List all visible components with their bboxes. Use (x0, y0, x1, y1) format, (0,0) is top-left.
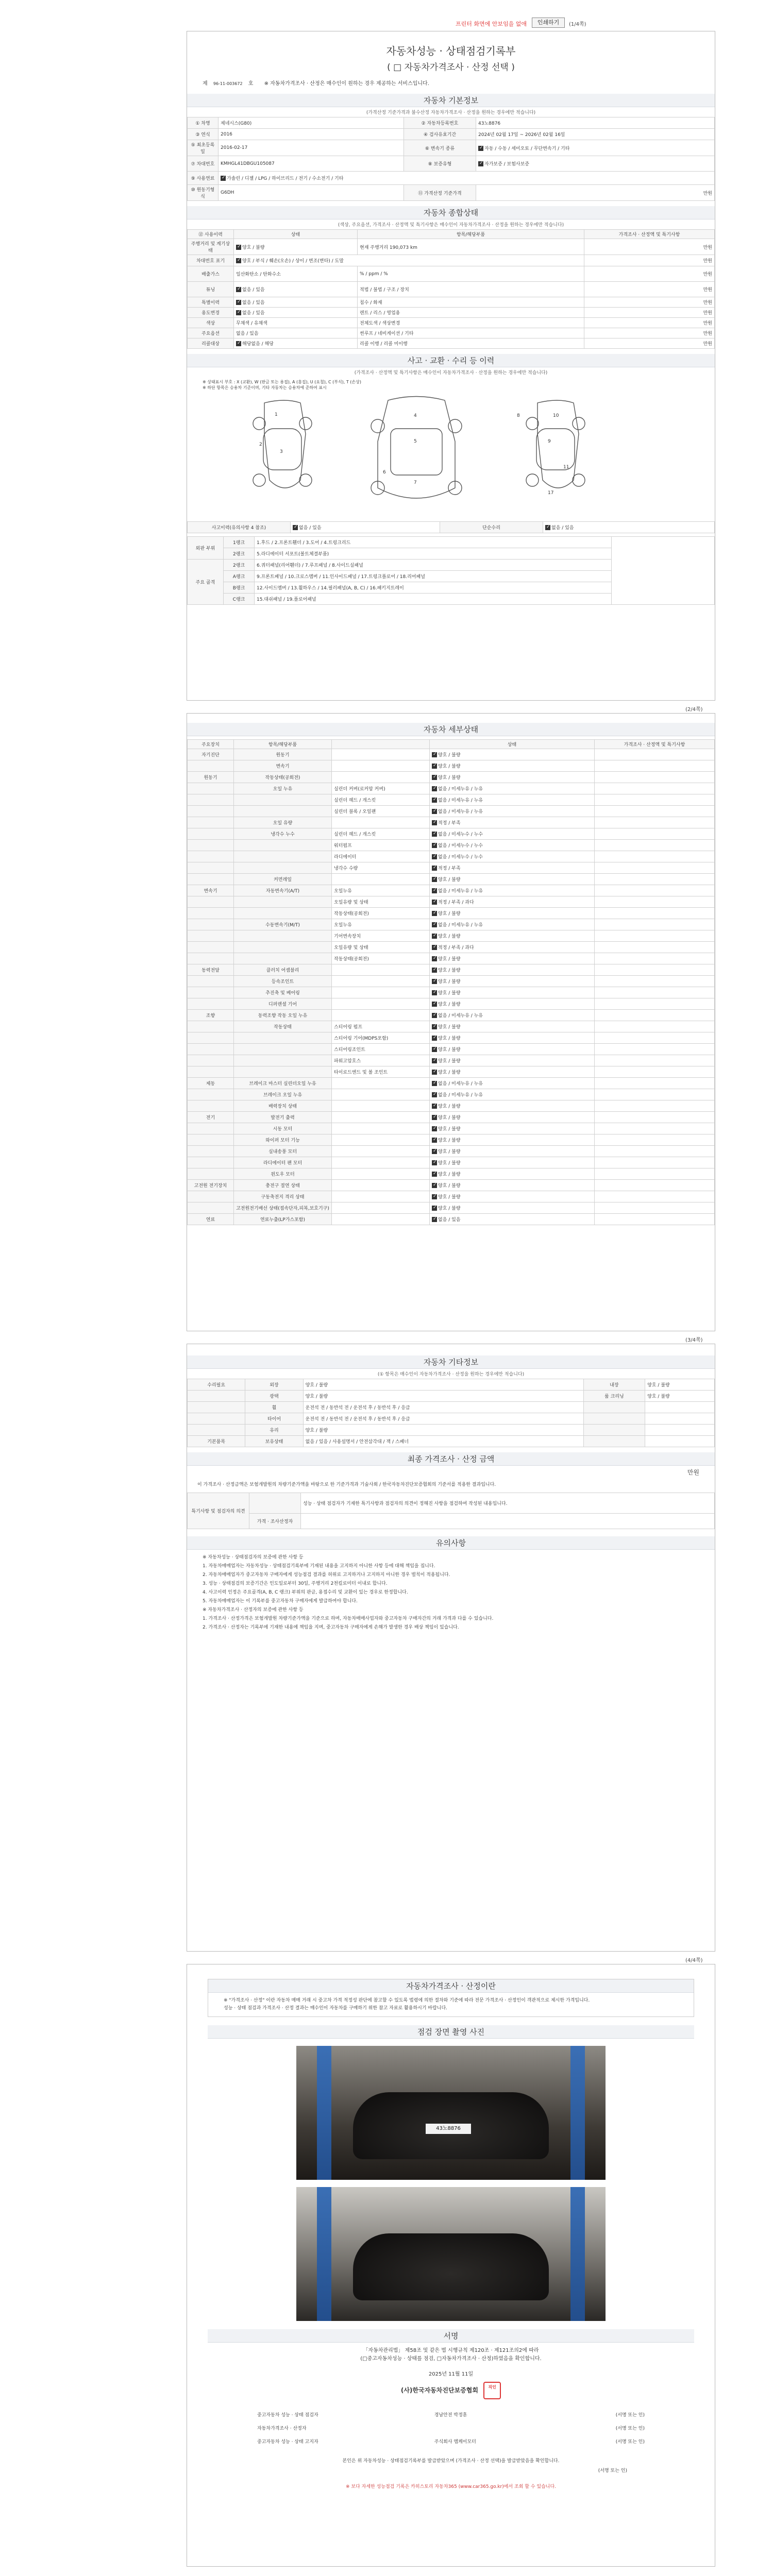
table-row: 오일 유량 ✓ 적정 / 부족 (188, 817, 715, 828)
overall-head: 자동차 종합상태 (187, 206, 715, 219)
table-row: 사고이력(유의사항 4 참조) ✓ 없음 / 있음 단순수리 ✓ 없음 / 있음 (188, 522, 715, 533)
doc-title: 자동차성능 · 상태점검기록부 (386, 45, 516, 57)
diagram-number: 11 (563, 465, 569, 470)
final-price-head: 최종 가격조사 · 산정 금액 (187, 1452, 715, 1466)
receive-sign: (서명 또는 인) (598, 2468, 627, 2473)
sign-table (255, 2408, 647, 2448)
diagram-number: 1 (275, 412, 278, 417)
accident-legend-2: ※ 하단 항목은 승용차 기준이며, 기타 자동차는 승용차에 준하여 표시 (203, 385, 327, 390)
overall-sub: (색상, 주요옵션, 가격조사 · 산정액 및 특기사항은 매수인이 자동차가격조사 · 산정을 원하는 경우에만 적습니다) (338, 223, 564, 228)
doc-no-suffix: 호 (248, 81, 254, 87)
table-row: 윈도우 모터 ✓ 양호 / 불량 (188, 1168, 715, 1180)
intro-text-2: 성능 · 상태 점검과 가격조사 · 산정 결과는 매수인이 자동차를 구매하기 위한 참고 자료로 활용하시기 바랍니다. (224, 2006, 448, 2011)
intro-head: 자동차가격조사 · 산정이란 (208, 1979, 694, 1993)
basic-info-head: 자동차 기본정보 (187, 94, 715, 107)
diagram-number: 8 (517, 413, 520, 418)
page-label-3: (3/4쪽) (685, 1337, 703, 1343)
table-row: 차대번호 표기 ✓ 양호 / 부식 / 훼손(오손) / 상이 / 변조(변타) / 도말 만원 (188, 255, 715, 266)
status-checkbox (432, 1217, 437, 1222)
table-row: 냉각수 수량 ✓ 적정 / 부족 (188, 862, 715, 874)
diagram-number: 10 (553, 413, 559, 418)
table-row: B랭크 12.사이드멤버 / 13.휠하우스 / 14.필러패널(A, B, C) / 16.패키지트레이 (188, 582, 715, 594)
status-checkbox (432, 1024, 437, 1029)
table-row: 타이어 운전석 전 / 동반석 전 / 운전석 후 / 동반석 후 / 응급 (188, 1413, 715, 1425)
table-row: 냉각수 누수 실린더 헤드 / 개스킷 ✓ 없음 / 미세누수 / 누수 (188, 828, 715, 840)
final-price-unit: 만원 (687, 1469, 699, 1476)
accident-legend-1: ※ 상태표시 부호 : X (교환), W (판금 또는 용접), A (흠집), U (요철), C (부식), T (손상) (203, 380, 362, 384)
status-checkbox (432, 843, 437, 848)
status-checkbox (432, 1172, 437, 1177)
table-row: ⑫ 사용이력 상태 항목/해당부품 가격조사 · 산정액 및 특기사항 (188, 230, 715, 239)
caution-item: ※ 자동차성능 · 상태점검자의 보증에 관한 사항 등 (203, 1555, 304, 1560)
overall-table (187, 229, 715, 349)
basic-info-table (187, 117, 715, 201)
page-label-4: (4/4쪽) (685, 1958, 703, 1963)
diagram-number: 5 (414, 439, 417, 444)
table-row: ① 차명 제네시스(G80) ② 자동차등록번호 43노8876 (188, 117, 715, 129)
table-row: 배력장치 상태 ✓ 양호 / 불량 (188, 1100, 715, 1112)
status-checkbox (432, 911, 437, 916)
checkbox-auto (478, 146, 483, 151)
print-notice: 프린터 화면에 안보임을 없애 (456, 21, 527, 27)
table-row: 주요 골격 2랭크 6.쿼터패널(리어휀더) / 7.루프패널 / 8.사이드실패널 (188, 560, 715, 571)
caution-item: 2. 가격조사 · 산정자는 기록부에 기재한 내용에 책임을 지며, 중고자동차 구매자에게 손해가 발생한 경우 배상 책임이 있습니다. (203, 1625, 459, 1630)
table-row: ⑦ 차대번호 KMHGL41DBGU105087 ⑧ 보증유형 ✓ 자가보증 / 보험사보증 (188, 156, 715, 172)
status-checkbox (432, 1104, 437, 1109)
table-row: 작동상태 스티어링 펌프 ✓ 양호 / 불량 (188, 1021, 715, 1032)
sign-text-2: (□중고자동차성능 · 상태를 점검, □자동차가격조사 · 산정)하였음을 확인합니다. (360, 2356, 542, 2362)
table-row: 파워고압호스 ✓ 양호 / 불량 (188, 1055, 715, 1066)
table-row: 조향 동력조향 작동 오일 누유 ✓ 없음 / 미세누유 / 누유 (188, 1010, 715, 1021)
caution-item: 1. 자동차매매업자는 자동차성능 · 상태점검기록부에 기재된 내용을 고지하지 아니한 사항 등에 대해 책임을 집니다. (203, 1564, 435, 1569)
status-checkbox (432, 922, 437, 927)
table-row: 동력전달 클러치 어셈블리 ✓ 양호 / 불량 (188, 964, 715, 976)
status-checkbox (432, 934, 437, 939)
license-plate: 43노8876 (425, 2123, 472, 2134)
status-checkbox (432, 1115, 437, 1120)
table-row: 등속조인트 ✓ 양호 / 불량 (188, 976, 715, 987)
etc-table (187, 1379, 715, 1447)
table-row: 기본품목 보유상태 없음 / 있음 / 사용설명서 / 안전삼각대 / 잭 / 스패너 (188, 1436, 715, 1447)
car-image (353, 2233, 549, 2300)
caution-list (187, 1550, 715, 1637)
status-checkbox (432, 764, 437, 769)
diagram-number: 17 (548, 490, 554, 496)
status-checkbox (432, 1138, 437, 1143)
caution-item: 4. 사고이력 인정은 주요골격(A, B, C 랭크) 부위의 판금, 용접수리 및 교환이 있는 경우로 한정합니다. (203, 1590, 408, 1595)
doc-subtitle: ( □ 자동차가격조사 · 산정 선택 ) (387, 62, 515, 73)
car-diagram (187, 393, 715, 521)
status-checkbox (432, 1092, 437, 1097)
status-checkbox (432, 1002, 437, 1007)
diagram-number: 2 (259, 442, 262, 447)
table-row: 제동 브레이크 마스터 실린더오일 누유 ✓ 없음 / 미세누유 / 누유 (188, 1078, 715, 1089)
table-row: 2랭크 5.라디에이터 서포트(볼트체결부품) (188, 548, 715, 560)
table-row: 변속기 자동변속기(A/T) 오일누유 ✓ 없음 / 미세누유 / 누유 (188, 885, 715, 896)
diagram-number: 9 (548, 439, 551, 444)
table-row: C랭크 15.대쉬패널 / 19.플로어패널 (188, 594, 715, 605)
caution-item: 3. 성능 · 상태점검의 보증기간은 인도일로부터 30일, 주행거리 2천킬로미터 이내로 합니다. (203, 1581, 388, 1586)
status-checkbox (432, 866, 437, 871)
status-checkbox (432, 820, 437, 825)
caution-item: 5. 자동차매매업자는 이 기록부를 중고자동차 구매자에게 발급하여야 합니다. (203, 1599, 358, 1604)
page-3-sheet (187, 1344, 715, 1952)
opinion-table (187, 1493, 715, 1529)
table-row: 고전원 전기장치 충전구 절연 상태 ✓ 양호 / 불량 (188, 1180, 715, 1191)
org-seal-stamp: 직인 (483, 2382, 501, 2399)
table-row: 추진축 및 베어링 ✓ 양호 / 불량 (188, 987, 715, 998)
table-row: ⑤ 최초등록일 2016-02-17 ⑥ 변속기 종류 ✓ 자동 / 수동 / 세미오토 / 무단변속기 / 기타 (188, 140, 715, 156)
receive-note: 본인은 위 자동차성능 · 상태점검기록부를 발급받았으며 (가격조사 · 산정 선택)을 발급받았음을 확인합니다. (342, 2459, 560, 2464)
table-row: 실내송풍 모터 ✓ 양호 / 불량 (188, 1146, 715, 1157)
page-2-sheet (187, 713, 715, 1331)
status-checkbox (432, 956, 437, 961)
table-row: 수리필요 외장 양호 / 불량 내장 양호 / 불량 (188, 1379, 715, 1391)
photo-head: 점검 장면 촬영 사진 (208, 2025, 694, 2039)
status-checkbox (432, 979, 437, 984)
page-4-sheet (187, 1964, 715, 2567)
table-row: 변속기 ✓ 양호 / 불량 (188, 760, 715, 772)
status-checkbox (432, 809, 437, 814)
table-row: 자동차가격조사 · 산정자 (서명 또는 인) (257, 2426, 645, 2431)
table-row: 구동축전지 격리 상태 ✓ 양호 / 불량 (188, 1191, 715, 1202)
rank-table (187, 536, 715, 605)
diagram-number: 7 (414, 480, 417, 485)
table-row: 오일 누유 실린더 커버(로커암 커버) ✓ 없음 / 미세누유 / 누유 (188, 783, 715, 794)
sign-org: (사)한국자동차진단보증협회 직인 (187, 2382, 715, 2399)
table-row: 타이로드엔드 및 볼 조인트 ✓ 양호 / 불량 (188, 1066, 715, 1078)
caution-item: ※ 자동차가격조사 · 산정자의 보증에 관한 사항 등 (203, 1607, 304, 1613)
status-checkbox (432, 888, 437, 893)
table-row: 실린더 블록 / 오일팬 ✓ 없음 / 미세누유 / 누유 (188, 806, 715, 817)
doc-no: 96-11-003672 (213, 81, 243, 86)
table-row: 휠 운전석 전 / 동반석 전 / 운전석 후 / 동반석 후 / 응급 (188, 1402, 715, 1413)
table-row: 색상 무채색 / 유채색 전체도색 / 색상변경 만원 (188, 318, 715, 328)
accident-status-table (187, 521, 715, 533)
status-checkbox (432, 775, 437, 780)
page-label-2: (2/4쪽) (685, 707, 703, 713)
diagram-number: 3 (280, 449, 283, 454)
table-row: ⑨ 사용연료 ✓ 가솔린 / 디젤 / LPG / 하이브리드 / 전기 / 수소전기 / 기타 (188, 172, 715, 185)
status-checkbox (432, 1149, 437, 1154)
status-checkbox (432, 798, 437, 803)
table-row: 특별이력 ✓ 없음 / 있음 침수 / 화재 만원 (188, 297, 715, 308)
table-row: 주요장치 항목/해당부품 상태 가격조사 · 산정액 및 특기사항 (188, 740, 715, 749)
etc-head: 자동차 기타정보 (187, 1355, 715, 1369)
status-checkbox (432, 1081, 437, 1086)
status-checkbox (432, 1013, 437, 1018)
basic-info-sub: (가격산정 기준가격과 불수산정 자동차가격조사 · 산정을 원하는 경우에만 적습니다) (366, 110, 536, 115)
accident-head: 사고 · 교환 · 수리 등 이력 (187, 354, 715, 367)
sign-date: 2025년 11월 11일 (428, 2371, 474, 2377)
print-button[interactable]: 인쇄하기 (532, 18, 565, 28)
table-row: 오일유량 및 상태 ✓ 적정 / 부족 / 과다 (188, 942, 715, 953)
table-row: 연료 연료누출(LP가스포함) ✓ 없음 / 있음 (188, 1214, 715, 1225)
caution-item: 2. 자동차매매업자가 중고자동차 구매자에게 성능점검 결과를 허위로 고지하거나 고지하지 아니한 경우 벌칙이 적용됩니다. (203, 1572, 450, 1578)
page-1-sheet (187, 31, 715, 701)
caution-head: 유의사항 (187, 1536, 715, 1550)
status-checkbox (432, 1036, 437, 1041)
status-checkbox (432, 968, 437, 973)
status-checkbox (432, 1058, 437, 1063)
table-row: 광택 양호 / 불량 룸 크리닝 양호 / 불량 (188, 1391, 715, 1402)
sign-head: 서명 (208, 2329, 694, 2343)
table-row: 오일유량 및 상태 ✓ 적정 / 부족 / 과다 (188, 896, 715, 908)
status-checkbox (432, 832, 437, 837)
table-row: 전기 발전기 출력 ✓ 양호 / 불량 (188, 1112, 715, 1123)
table-row: 중고자동차 성능 · 상태 고지자 주식회사 엠케이모터 (서명 또는 인) (257, 2439, 645, 2445)
accident-sub: (가격조사 · 산정액 및 특기사항은 매수인이 자동차가격조사 · 산정을 원하는 경우에만 적습니다) (354, 370, 548, 376)
status-checkbox (432, 1047, 437, 1052)
table-row: 수동변속기(M/T) 오일누유 ✓ 없음 / 미세누유 / 누유 (188, 919, 715, 930)
inspection-photo-rear (296, 2187, 606, 2321)
table-row: 주요옵션 없음 / 있음 썬루프 / 네비게이션 / 기타 만원 (188, 328, 715, 338)
detail-table (187, 739, 715, 1225)
checkbox-gasoline (221, 176, 226, 181)
status-checkbox (432, 1160, 437, 1165)
status-checkbox (432, 752, 437, 757)
status-checkbox (432, 877, 437, 882)
table-row: 실린더 헤드 / 개스킷 ✓ 없음 / 미세누유 / 누유 (188, 794, 715, 806)
table-row: 스티어링 기어(MDPS포함) ✓ 양호 / 불량 (188, 1032, 715, 1044)
table-row: 와이퍼 모터 기능 ✓ 양호 / 불량 (188, 1134, 715, 1146)
intro-text: ※ "가격조사 · 산정" 이란 자동차 매매 거래 시 중고차 가격 적정성 판단에 참고할 수 있도록 법령에 의한 절차와 기준에 따라 전문 가격조사 · 산정인이 객관적으로 제시한 가격입니다. (224, 1998, 590, 2003)
table-row: 스티어링조인트 ✓ 양호 / 불량 (188, 1044, 715, 1055)
table-row: 특기사항 및 점검자의 의견 성능 · 상태 점검자가 기재한 특기사항과 점검자의 의견이 정해진 사항을 점검하여 작성된 내용입니다. (188, 1493, 715, 1514)
inspection-photo-front (296, 2046, 606, 2180)
intro-box (208, 1979, 694, 2017)
status-checkbox (432, 786, 437, 791)
status-checkbox (432, 1206, 437, 1211)
status-checkbox (432, 1194, 437, 1199)
status-checkbox (432, 900, 437, 905)
table-row: 리콜대상 ✓ 해당없음 / 해당 리콜 이행 / 리콜 미이행 만원 (188, 338, 715, 349)
diagram-number: 6 (383, 470, 386, 475)
table-row: 가격 · 조사산정자 (188, 1514, 715, 1529)
table-row: 작동상태(공회전) ✓ 양호 / 불량 (188, 908, 715, 919)
table-row: 외판 부위 1랭크 1.후드 / 2.프론트휀더 / 3.도어 / 4.트렁크리드 (188, 537, 715, 548)
table-row: 커먼레일 ✓ 양호 / 불량 (188, 874, 715, 885)
etc-sub: (① 항목은 매수인이 자동차가격조사 · 산정을 원하는 경우에만 적습니다) (377, 1372, 525, 1377)
final-price-note: 이 가격조사 · 산정금액은 보험개발원의 차량기준가액을 바탕으로 한 기준가격과 기술사회 / 한국자동차진단보증협회의 기준서를 적용한 결과입니다. (197, 1482, 496, 1487)
table-row: 중고자동차 성능 · 상태 점검자 경남안전 박정훈 (서명 또는 인) (257, 2412, 645, 2418)
status-checkbox (432, 990, 437, 995)
table-row: 브레이크 오일 누유 ✓ 없음 / 미세누유 / 누유 (188, 1089, 715, 1100)
diagram-number: 4 (414, 413, 417, 418)
table-row: 시동 모터 ✓ 양호 / 불량 (188, 1123, 715, 1134)
table-row: ③ 연식 2016 ④ 검사유효기간 2024년 02월 17일 ~ 2026년 02월 16일 (188, 129, 715, 140)
table-row: 디퍼렌셜 기어 ✓ 양호 / 불량 (188, 998, 715, 1010)
status-checkbox (432, 1070, 437, 1075)
detail-head: 자동차 세부상태 (187, 723, 715, 736)
status-checkbox (432, 1183, 437, 1188)
table-row: 주행거리 및 계기상태 ✓양호 / 불량 현재 주행거리 190,073 km 만원 (188, 239, 715, 255)
status-checkbox (432, 945, 437, 950)
table-row: 워터펌프 ✓ 없음 / 미세누수 / 누수 (188, 840, 715, 851)
status-checkbox (432, 854, 437, 859)
table-row: 자기진단 원동기 ✓ 양호 / 불량 (188, 749, 715, 760)
table-row: 원동기 작동상태(공회전) ✓ 양호 / 불량 (188, 772, 715, 783)
table-row: 라디에이터 팬 모터 ✓ 양호 / 불량 (188, 1157, 715, 1168)
doc-notice: ※ 자동차가격조사 · 산정은 매수인이 원하는 경우 제공하는 서비스입니다. (264, 81, 429, 87)
car-outline-diagram (187, 393, 715, 521)
checkbox-warranty (478, 161, 483, 166)
table-row: 라디에이터 ✓ 없음 / 미세누수 / 누수 (188, 851, 715, 862)
sign-text-1: 「자동차관리법」 제58조 및 같은 법 시행규칙 제120조 · 제121조의2에 따라 (363, 2348, 539, 2353)
caution-item: 1. 가격조사 · 산정가격은 보험개발원 차량기준가액을 기준으로 하며, 자동차매매사업자와 중고자동차 구매자간의 거래 가격과 다를 수 있습니다. (203, 1616, 494, 1621)
table-row: 배출가스 일산화탄소 / 탄화수소 % / ppm / % 만원 (188, 266, 715, 282)
table-row: 작동상태(공회전) ✓ 양호 / 불량 (188, 953, 715, 964)
table-row: 튜닝 ✓ 없음 / 있음 적법 / 불법 / 구조 / 장치 만원 (188, 282, 715, 297)
table-row: 용도변경 ✓ 없음 / 있음 렌트 / 리스 / 영업용 만원 (188, 308, 715, 318)
status-checkbox (432, 1126, 437, 1131)
page-label-1: (1/4쪽) (569, 22, 586, 27)
footer-note: ※ 보다 자세한 성능점검 기록은 카히스토리 자동차365 (www.car365.go.kr)에서 조회 할 수 있습니다. (345, 2484, 557, 2489)
table-row: 유리 양호 / 불량 (188, 1425, 715, 1436)
table-row: 기어변속장치 ✓ 양호 / 불량 (188, 930, 715, 942)
table-row: ⑩ 원동기형식 G6DH ⑪ 가격산정 기준가격 만원 (188, 185, 715, 201)
table-row: A랭크 9.프론트패널 / 10.크로스멤버 / 11.인사이드패널 / 17.트렁크플로어 / 18.리어패널 (188, 571, 715, 582)
table-row: 고전원전기배선 상태(접속단자,피복,보호기구) ✓ 양호 / 불량 (188, 1202, 715, 1214)
doc-no-label: 제 (203, 81, 208, 87)
